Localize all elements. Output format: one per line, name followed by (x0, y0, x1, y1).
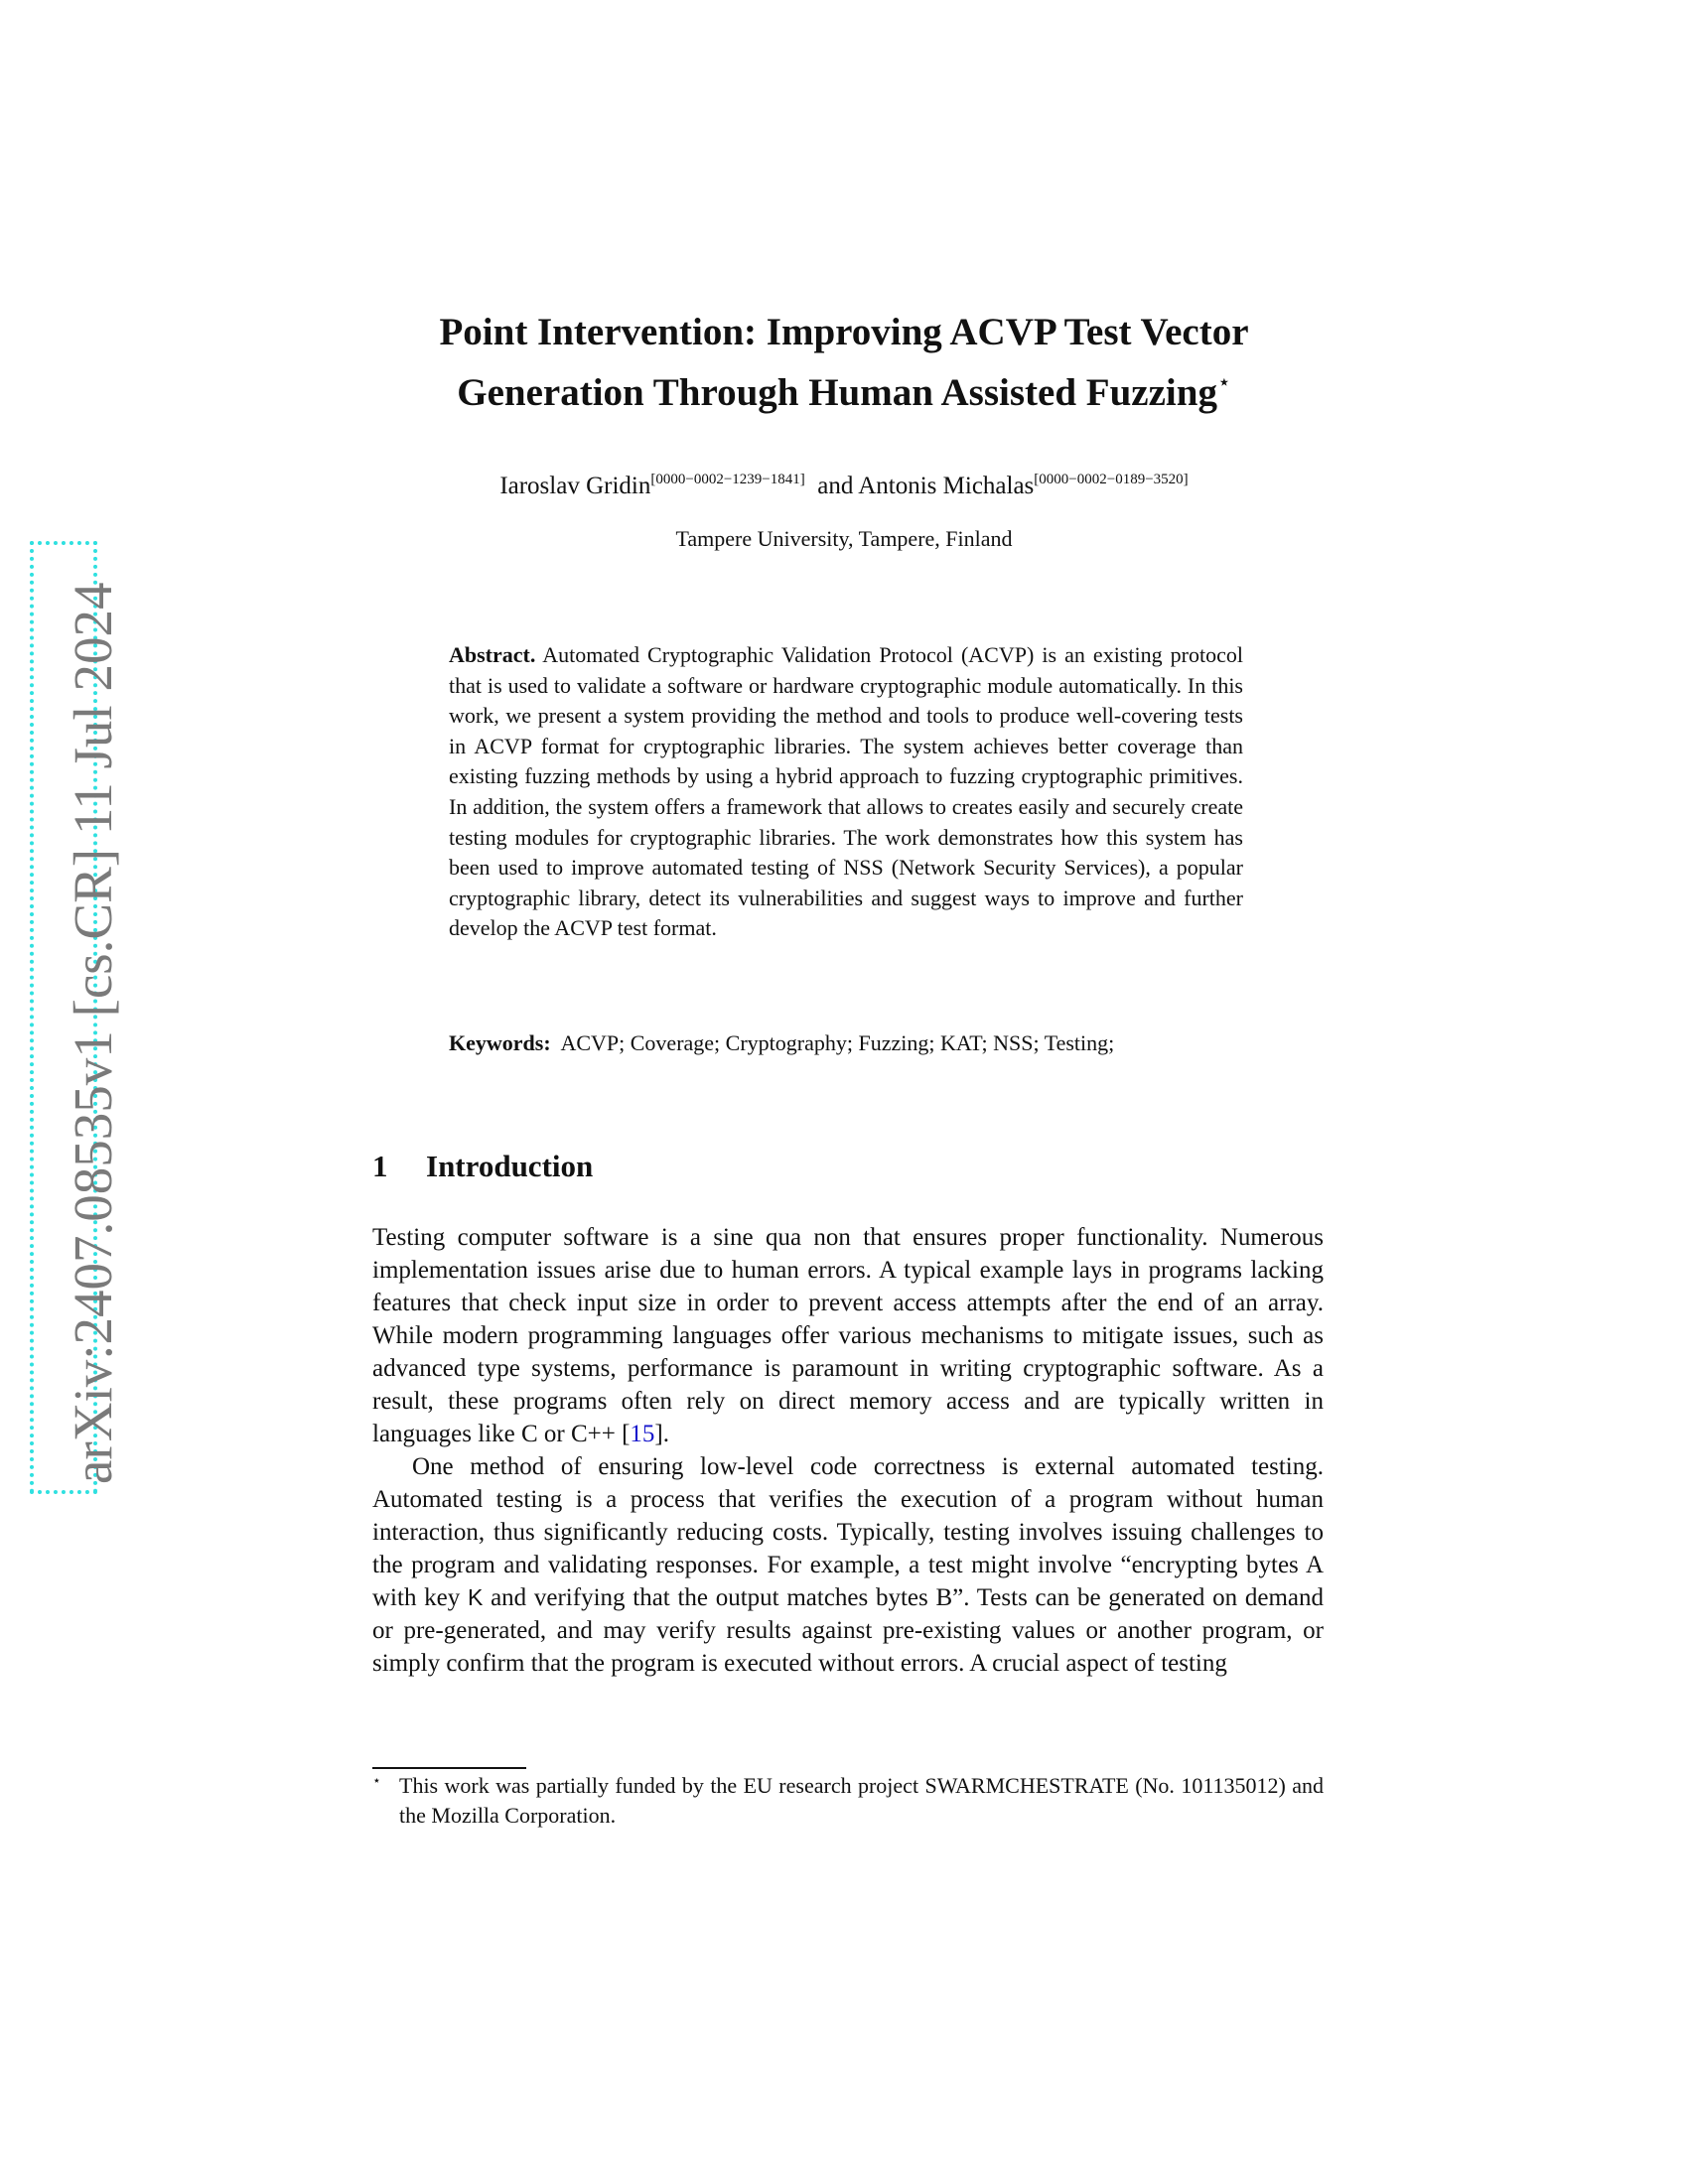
abstract-text: Automated Cryptographic Validation Protocol (ACVP) is an existing protocol that is used to validate a software or hardware cryptographic module automatically. In this work, we present a system providing the method and tools to produce well-covering tests in ACVP format for cryptographic libraries. The system achieves better coverage than existing fuzzing methods by using a hybrid approach to fuzzing cryptographic primitives. In addition, the system offers a framework that allows to creates easily and securely create testing modules for cryptographic libraries. The work demonstrates how this system has been used to improve automated testing of NSS (Network Security Services), a popular cryptographic library, detect its vulnerabilities and suggest ways to improve and further develop the ACVP test format. (449, 642, 1243, 941)
author-name: Iaroslav Gridin (499, 473, 651, 499)
footnote-text: This work was partially funded by the EU research project SWARMCHESTRATE (No. 101135012) and the Mozilla Corporation. (399, 1773, 1324, 1828)
footnote-mark: ⋆ (372, 1774, 381, 1789)
title-line-1: Point Intervention: Improving ACVP Test Vector (439, 311, 1249, 353)
abstract-label: Abstract. (449, 642, 536, 667)
abstract (449, 640, 1243, 944)
paper-title (338, 308, 1350, 418)
author-name: Antonis Michalas (858, 473, 1035, 499)
paragraph: Testing computer software is a sine qua non that ensures proper functionality. Numerous implementation issues arise due to human errors. A typical example lays in programs lacking features that check input size in order to prevent access attempts after the end of an array. While modern programming languages offer various mechanisms to mitigate issues, such as advanced type systems, performance is paramount in writing cryptographic software. As a result, these programs often rely on direct memory access and are typically written in languages like C or C++ [15]. (372, 1224, 1324, 1447)
section-number: 1 (372, 1149, 388, 1183)
author-orcid[interactable]: [0000−0002−1239−1841] (650, 472, 805, 487)
author-orcid[interactable]: [0000−0002−0189−3520] (1034, 472, 1189, 487)
footnote (372, 1771, 1324, 1831)
section-title: Introduction (426, 1149, 594, 1183)
keywords-label: Keywords: (449, 1030, 551, 1055)
footnote-rule (372, 1767, 526, 1769)
author-list (338, 463, 1350, 503)
keywords-text: ACVP; Coverage; Cryptography; Fuzzing; KAT; NSS; Testing; (560, 1030, 1115, 1055)
keywords (449, 1028, 1243, 1059)
arxiv-stamp[interactable]: arXiv:2407.08535v1 [cs.CR] 11 Jul 2024 (63, 582, 123, 1484)
title-line-2: Generation Through Human Assisted Fuzzing⋆ (457, 369, 1231, 414)
title-footnote-mark[interactable]: ⋆ (1216, 369, 1231, 394)
citation-link[interactable]: 15 (630, 1421, 655, 1447)
affiliation: Tampere University, Tampere, Finland (675, 526, 1013, 551)
paragraph: One method of ensuring low-level code correctness is external automated testing. Automated testing is a process that verifies the execution of a program without human interaction, thus significantly reducing costs. Typically, testing involves issuing challenges to the program and validating responses. For example, a test might involve “encrypting bytes A with key K and verifying that the output matches bytes B”. Tests can be generated on demand or pre-generated, and may verify results against pre-existing values or another program, or simply confirm that the program is executed without errors. A crucial aspect of testing (372, 1453, 1325, 1677)
key-symbol: K (468, 1584, 484, 1610)
section-heading (372, 1147, 593, 1186)
author-joiner: and (817, 473, 854, 499)
body-text (372, 1221, 1324, 1680)
